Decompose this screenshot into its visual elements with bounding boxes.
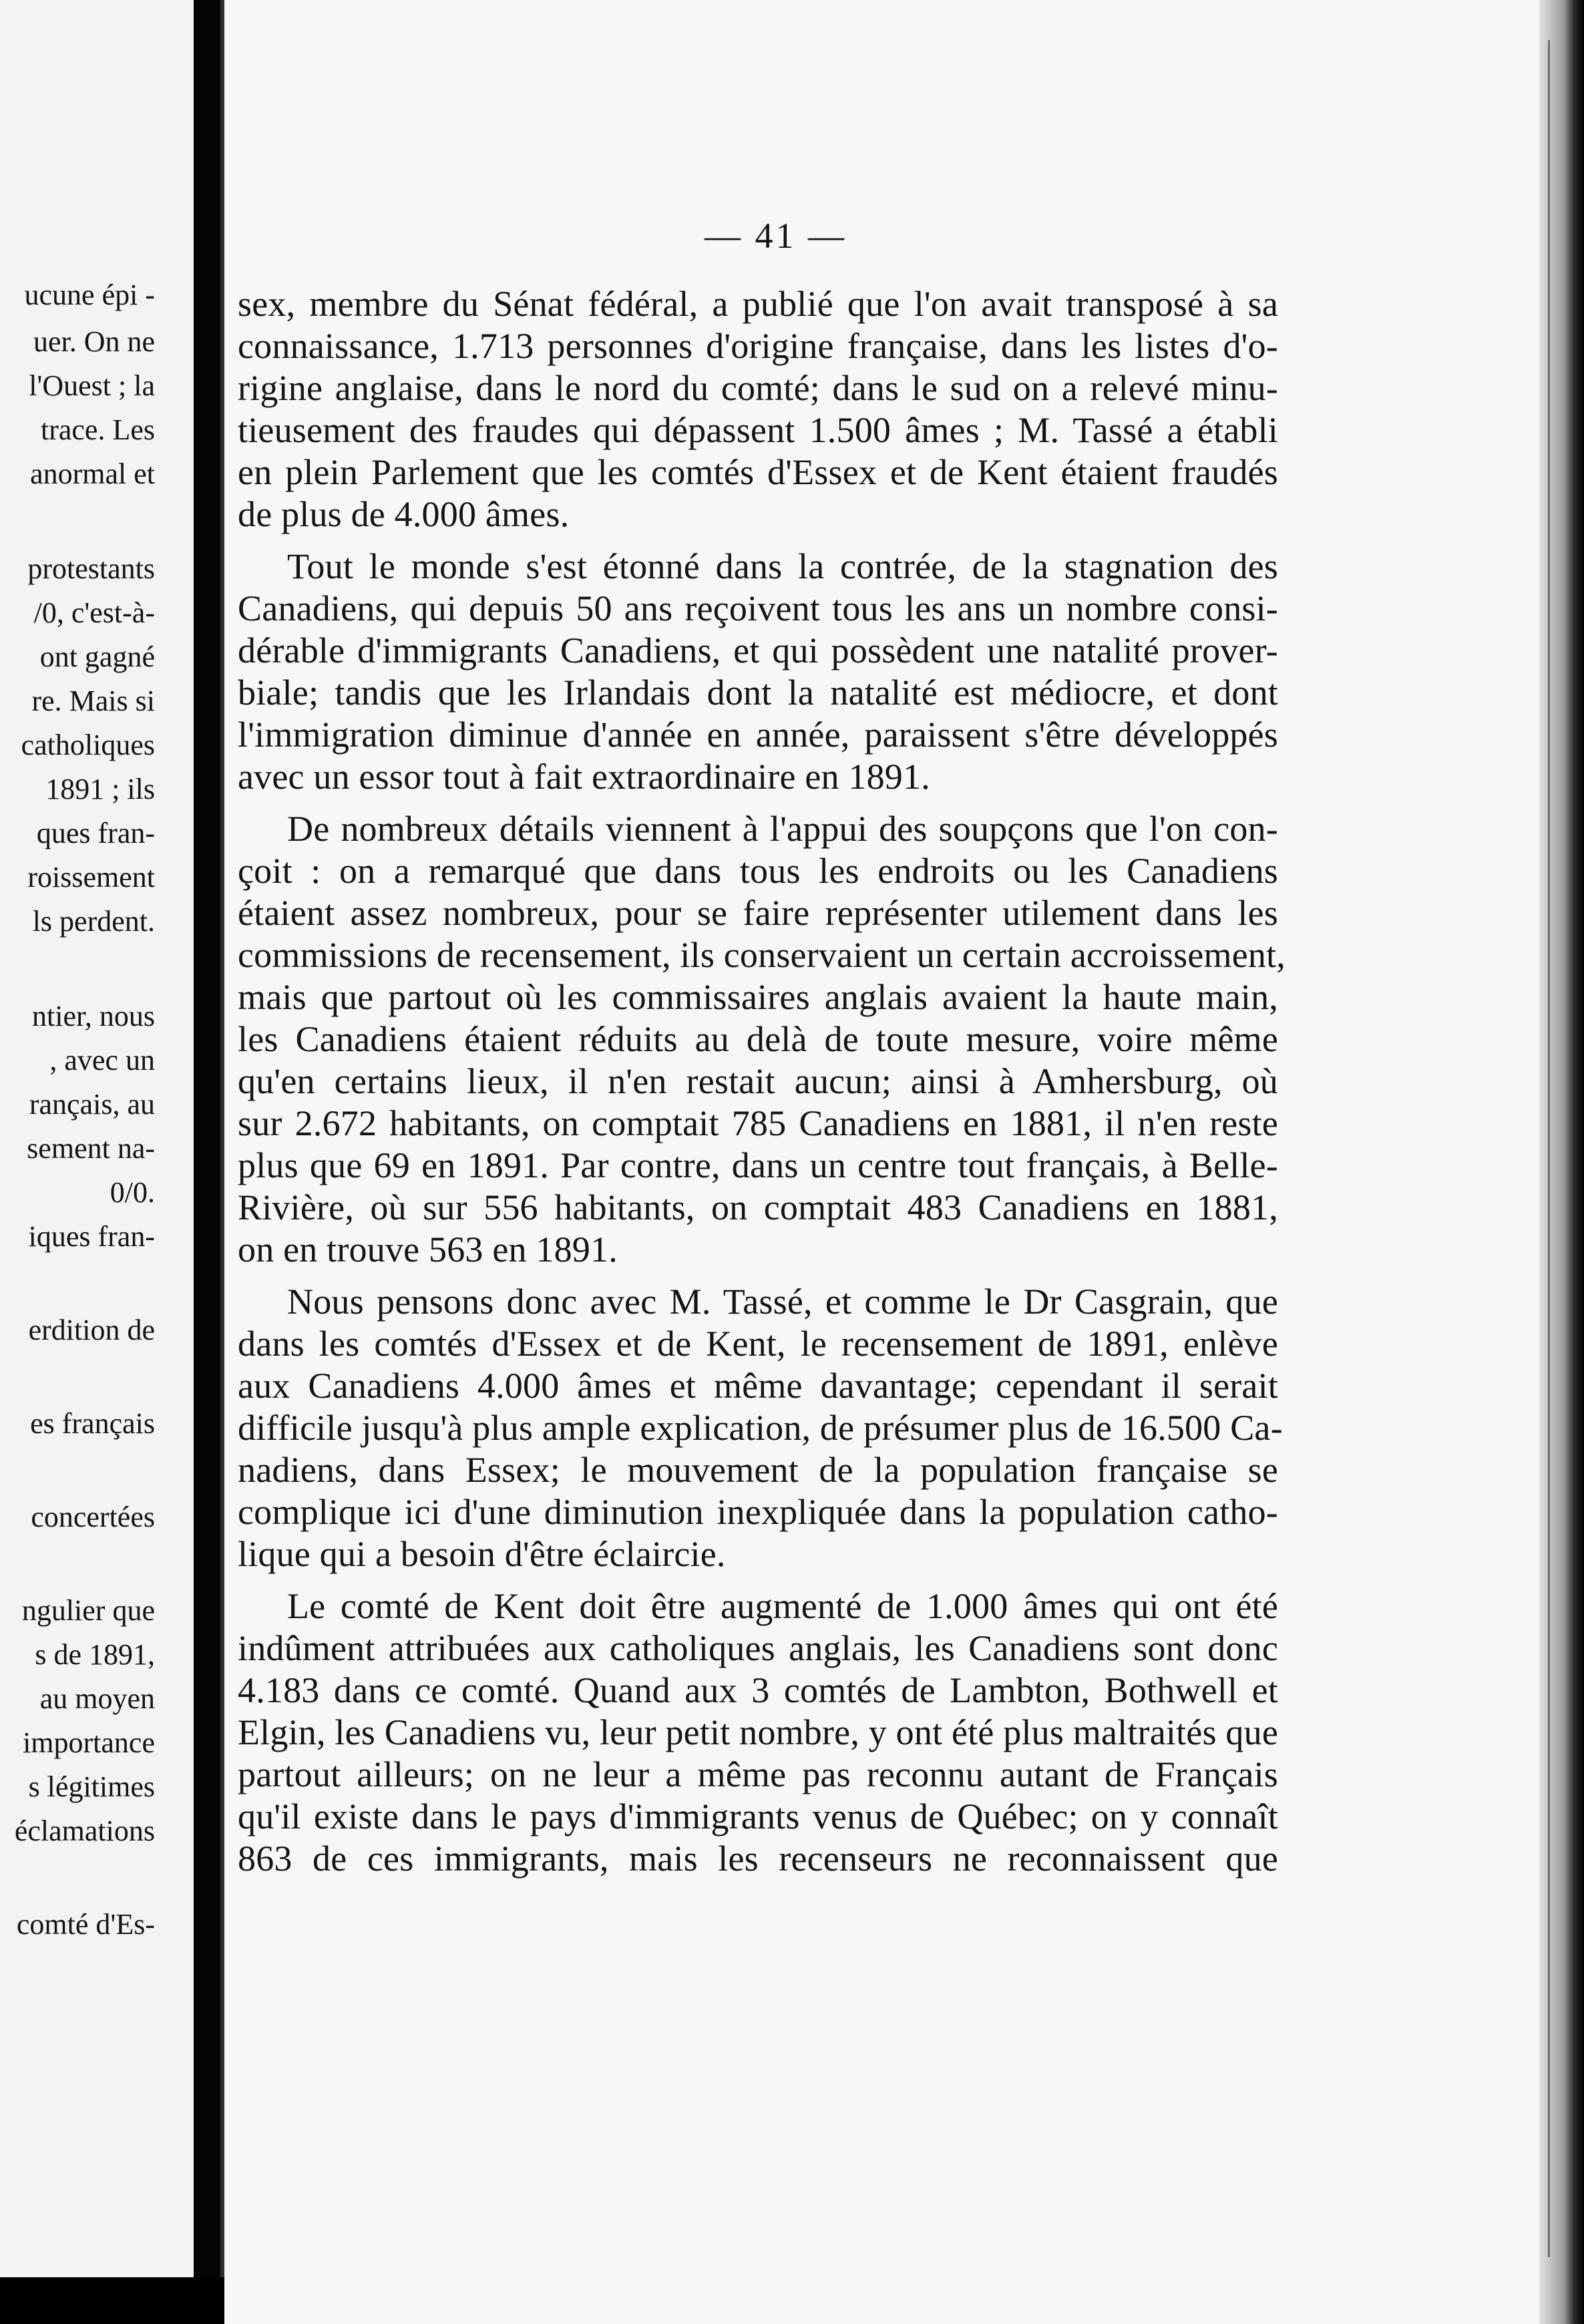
left-page-line: ngulier que <box>21 1594 155 1627</box>
body-text-line: tieusement des fraudes qui dépassent 1.500 âmes ; M. Tassé a établi <box>238 410 1278 450</box>
body-text-line: Elgin, les Canadiens vu, leur petit nombre, y ont été plus maltraités que <box>238 1712 1278 1752</box>
left-page-line: ont gagné <box>39 640 155 673</box>
scan-border <box>0 2277 224 2324</box>
left-page-fragment <box>0 0 196 2277</box>
left-page-line: catholiques <box>21 729 155 761</box>
left-page-line: importance <box>23 1726 155 1759</box>
body-text-line: biale; tandis que les Irlandais dont la natalité est médiocre, et dont <box>238 672 1278 713</box>
left-page-line: ls perdent. <box>32 905 155 938</box>
book-page-edge <box>1539 0 1584 2324</box>
left-page-line: erdition de <box>28 1314 155 1346</box>
left-page-line: trace. Les <box>41 413 155 446</box>
left-page-line: comté d'Es- <box>16 1908 155 1941</box>
left-page-line: s de 1891, <box>35 1638 155 1671</box>
body-text-line: Canadiens, qui depuis 50 ans reçoivent tous les ans un nombre consi- <box>238 588 1278 628</box>
left-page-line: , avec un <box>49 1044 155 1077</box>
left-page-line: anormal et <box>30 457 155 490</box>
body-text-line: l'immigration diminue d'année en année, paraissent s'être développés <box>238 715 1278 755</box>
body-text-line: dans les comtés d'Essex et de Kent, le recensement de 1891, enlève <box>238 1324 1278 1364</box>
left-page-line: ucune épi - <box>24 278 155 311</box>
left-page-line: ques fran- <box>36 817 155 849</box>
left-page-line: rançais, au <box>29 1088 155 1121</box>
left-page-line: concertées <box>31 1501 155 1533</box>
body-text-line: rigine anglaise, dans le nord du comté; dans le sud on a relevé minu- <box>238 368 1278 408</box>
left-page-line: ntier, nous <box>32 1000 155 1032</box>
left-page-line: éclamations <box>14 1814 155 1847</box>
left-page-line: 0/0. <box>110 1176 155 1209</box>
body-text-line: qu'il existe dans le pays d'immigrants venus de Québec; on y connaît <box>238 1796 1278 1836</box>
page-number: — 41 — <box>705 216 847 256</box>
left-page-line: sement na- <box>27 1132 155 1165</box>
body-text-line: plus que 69 en 1891. Par contre, dans un centre tout français, à Belle- <box>238 1145 1278 1185</box>
body-text-line: avec un essor tout à fait extraordinaire en 1891. <box>238 757 930 797</box>
body-text-line: çoit : on a remarqué que dans tous les endroits ou les Canadiens <box>238 851 1278 891</box>
body-text-line: mais que partout où les commissaires anglais avaient la haute main, <box>238 977 1278 1017</box>
left-page-line: roissement <box>27 861 155 894</box>
body-text-line: qu'en certains lieux, il n'en restait aucun; ainsi à Amhersburg, où <box>238 1061 1278 1101</box>
left-page-line: l'Ouest ; la <box>29 369 155 402</box>
left-page-line: /0, c'est-à- <box>33 596 155 629</box>
body-text-line: en plein Parlement que les comtés d'Essex et de Kent étaient fraudés <box>238 452 1278 492</box>
body-text-line: on en trouve 563 en 1891. <box>238 1229 618 1270</box>
body-text-line: Le comté de Kent doit être augmenté de 1.000 âmes qui ont été <box>287 1586 1278 1626</box>
body-text-line: lique qui a besoin d'être éclaircie. <box>238 1534 726 1574</box>
body-text-line: 863 de ces immigrants, mais les recenseurs ne reconnaissent que <box>238 1838 1278 1879</box>
body-text-line: 4.183 dans ce comté. Quand aux 3 comtés de Lambton, Bothwell et <box>238 1670 1278 1710</box>
left-page-line: re. Mais si <box>31 685 155 717</box>
body-text-line: indûment attribuées aux catholiques anglais, les Canadiens sont donc <box>238 1628 1278 1668</box>
body-text-line: De nombreux détails viennent à l'appui des soupçons que l'on con- <box>287 809 1278 849</box>
body-text-line: Rivière, où sur 556 habitants, on comptait 483 Canadiens en 1881, <box>238 1187 1278 1227</box>
body-text-line: nadiens, dans Essex; le mouvement de la population française se <box>238 1450 1278 1490</box>
body-text-line: étaient assez nombreux, pour se faire représenter utilement dans les <box>238 893 1278 933</box>
body-text-line: commissions de recensement, ils conservaient un certain accroissement, <box>238 935 1285 975</box>
left-page-line: protestants <box>27 552 155 585</box>
body-text-line: Nous pensons donc avec M. Tassé, et comme le Dr Casgrain, que <box>287 1282 1278 1322</box>
body-text-line: difficile jusqu'à plus ample explication, de présumer plus de 16.500 Ca- <box>238 1408 1283 1448</box>
left-page-line: iques fran- <box>28 1220 155 1253</box>
body-text-line: sur 2.672 habitants, on comptait 785 Canadiens en 1881, il n'en reste <box>238 1103 1278 1143</box>
body-text-line: sex, membre du Sénat fédéral, a publié que l'on avait transposé à sa <box>238 284 1278 324</box>
left-page-line: uer. On ne <box>33 325 155 358</box>
body-text-line: connaissance, 1.713 personnes d'origine française, dans les listes d'o- <box>238 326 1278 366</box>
body-text-line: dérable d'immigrants Canadiens, et qui possèdent une natalité prover- <box>238 630 1278 670</box>
body-text-line: partout ailleurs; on ne leur a même pas reconnu autant de Français <box>238 1754 1278 1794</box>
left-page-line: es français <box>30 1407 155 1440</box>
body-text-line: de plus de 4.000 âmes. <box>238 494 570 534</box>
body-text-line: les Canadiens étaient réduits au delà de toute mesure, voire même <box>238 1019 1278 1059</box>
body-text-line: aux Canadiens 4.000 âmes et même davantage; cependant il serait <box>238 1366 1278 1406</box>
page-edge-shadow-line <box>1548 40 1550 2257</box>
body-text-line: Tout le monde s'est étonné dans la contrée, de la stagnation des <box>287 546 1278 586</box>
left-page-line: au moyen <box>39 1682 155 1715</box>
left-page-line: s légitimes <box>28 1770 155 1803</box>
left-page-line: 1891 ; ils <box>45 773 155 805</box>
body-text-line: complique ici d'une diminution inexpliquée dans la population catho- <box>238 1492 1278 1532</box>
